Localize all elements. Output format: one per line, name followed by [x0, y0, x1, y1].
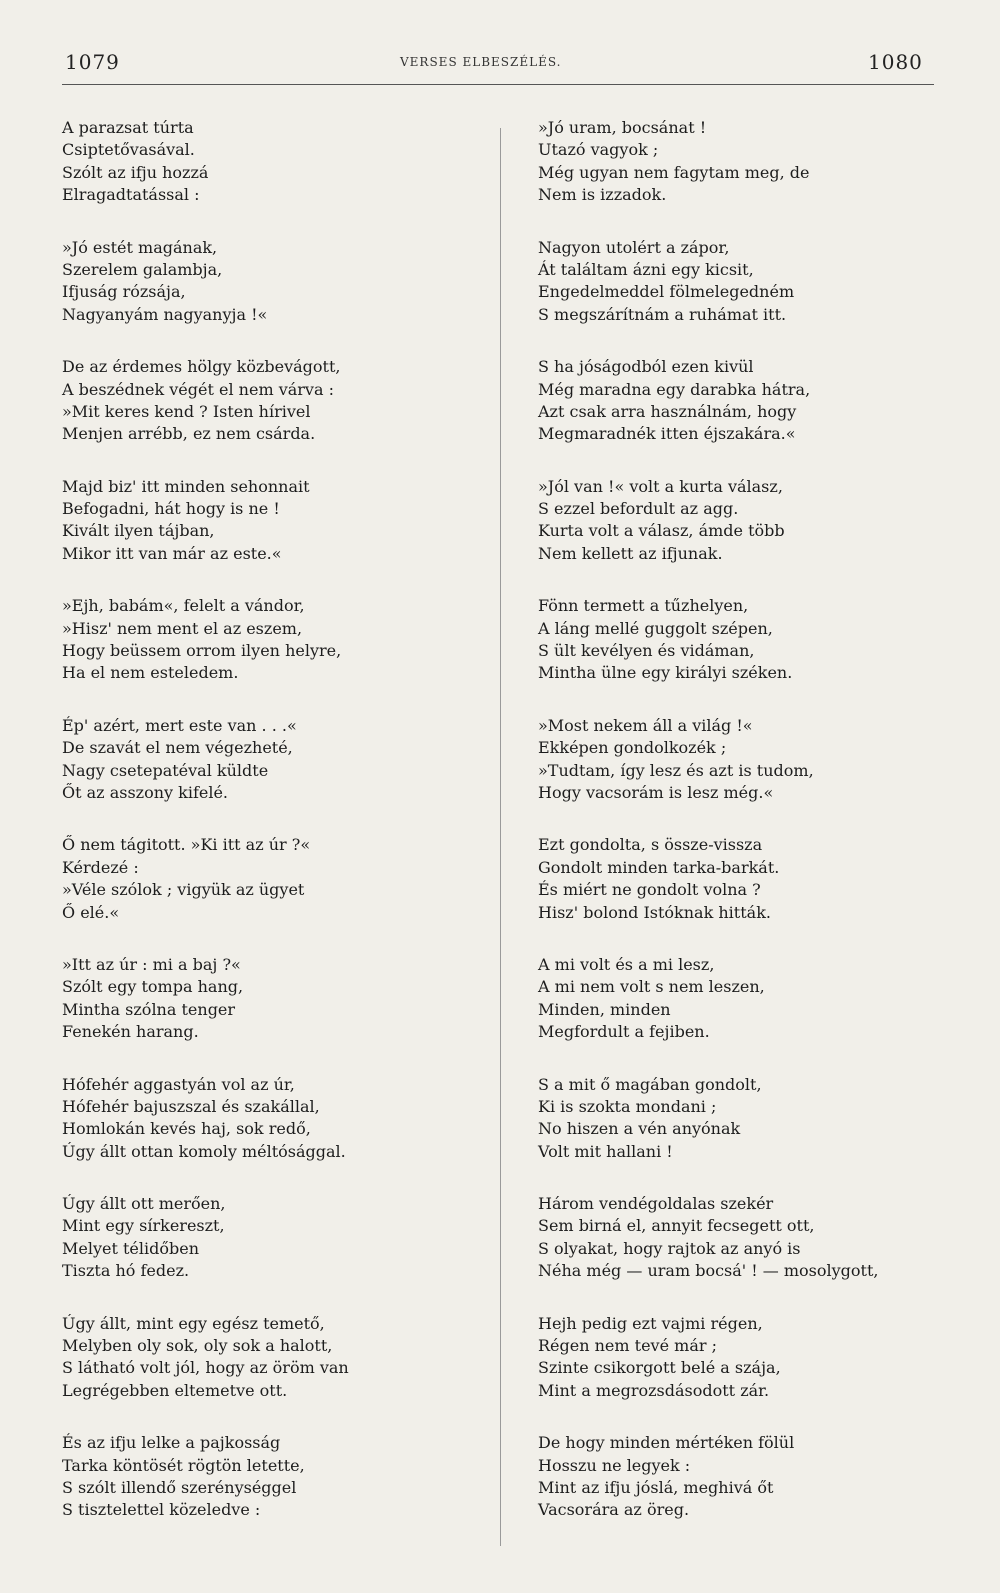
verse-line: Utazó vagyok ;: [538, 140, 659, 160]
verse-line: De hogy minden mértéken fölül: [538, 1433, 795, 1453]
stanza: [538, 1193, 968, 1283]
verse-line: Hogy beüssem orrom ilyen helyre,: [62, 641, 342, 661]
verse-line: Úgy állt, mint egy egész temető,: [62, 1313, 325, 1333]
verse-line: Nagy csetepatéval küldte: [62, 760, 269, 780]
verse-line: Még ugyan nem fagytam meg, de: [538, 162, 810, 182]
verse-line: S ült kevélyen és vidáman,: [538, 641, 755, 661]
verse-line: Fenekén harang.: [62, 1022, 199, 1042]
verse-line: »Itt az úr : mi a baj ?«: [62, 954, 241, 974]
verse-line: Fönn termett a tűzhelyen,: [538, 596, 749, 616]
verse-line: No hiszen a vén anyónak: [538, 1119, 741, 1139]
verse-line: »Hisz' nem ment el az eszem,: [62, 618, 303, 638]
stanza: [62, 1193, 492, 1283]
verse-line: Három vendégoldalas szekér: [538, 1194, 774, 1214]
stanza: [538, 1313, 968, 1403]
header-rule: [62, 84, 934, 85]
verse-line: Szólt egy tompa hang,: [62, 977, 244, 997]
verse-line: S a mit ő magában gondolt,: [538, 1074, 762, 1094]
verse-line: De az érdemes hölgy közbevágott,: [62, 357, 341, 377]
verse-line: S tisztelettel közeledve :: [62, 1500, 261, 1520]
verse-line: Még maradna egy darabka hátra,: [538, 379, 811, 399]
verse-line: Át találtam ázni egy kicsit,: [538, 259, 754, 279]
stanza: [62, 476, 492, 566]
verse-line: S olyakat, hogy rajtok az anyó is: [538, 1238, 801, 1258]
verse-line: A láng mellé guggolt szépen,: [538, 618, 773, 638]
verse-line: A beszédnek végét el nem várva :: [62, 379, 334, 399]
verse-line: Homlokán kevés haj, sok redő,: [62, 1119, 311, 1139]
verse-line: Mint egy sírkereszt,: [62, 1216, 225, 1236]
verse-line: »Ejh, babám«, felelt a vándor,: [62, 596, 305, 616]
verse-line: Ő nem tágitott. »Ki itt az úr ?«: [62, 835, 311, 855]
verse-line: S ezzel befordult az agg.: [538, 499, 739, 519]
verse-line: »Jól van !« volt a kurta válasz,: [538, 476, 783, 496]
stanza: [538, 954, 968, 1044]
verse-line: Nagyanyám nagyanyja !«: [62, 304, 268, 324]
verse-line: Majd biz' itt minden sehonnait: [62, 476, 310, 496]
verse-line: Befogadni, hát hogy is ne !: [62, 499, 280, 519]
verse-line: Csiptetővasával.: [62, 140, 195, 160]
stanza: [62, 1313, 492, 1403]
verse-line: S szólt illendő szerénységgel: [62, 1477, 297, 1497]
verse-line: Hófehér bajuszszal és szakállal,: [62, 1096, 320, 1116]
verse-line: Ezt gondolta, s össze-vissza: [538, 835, 763, 855]
running-title: VERSES ELBESZÉLÉS.: [400, 55, 562, 69]
verse-line: Nagyon utolért a zápor,: [538, 237, 730, 257]
verse-line: Mintha ülne egy királyi széken.: [538, 663, 793, 683]
verse-line: Legrégebben eltemetve ott.: [62, 1380, 288, 1400]
verse-line: És az ifju lelke a pajkosság: [62, 1433, 281, 1453]
verse-line: Hosszu ne legyek :: [538, 1455, 691, 1475]
verse-line: A mi volt és a mi lesz,: [538, 954, 715, 974]
stanza: [538, 1074, 968, 1164]
verse-line: Engedelmeddel fölmelegedném: [538, 282, 795, 302]
stanza: [538, 715, 968, 805]
stanza: [62, 237, 492, 327]
verse-line: Megfordult a fejiben.: [538, 1022, 710, 1042]
verse-line: A parazsat túrta: [62, 118, 194, 137]
verse-line: És miért ne gondolt volna ?: [538, 880, 761, 900]
verse-line: Mint a megrozsdásodott zár.: [538, 1380, 770, 1400]
stanza: [538, 476, 968, 566]
stanza: [62, 954, 492, 1044]
verse-line: Megmaradnék itten éjszakára.«: [538, 424, 796, 444]
verse-line: Mikor itt van már az este.«: [62, 543, 282, 563]
verse-line: S megszárítnám a ruhámat itt.: [538, 304, 787, 324]
verse-line: A mi nem volt s nem leszen,: [538, 977, 765, 997]
verse-line: »Most nekem áll a világ !«: [538, 715, 753, 735]
verse-line: Mintha szólna tenger: [62, 999, 236, 1019]
verse-line: Azt csak arra használnám, hogy: [538, 401, 797, 421]
verse-line: »Jó uram, bocsánat !: [538, 118, 707, 137]
verse-line: S ha jóságodból ezen kivül: [538, 357, 754, 377]
verse-line: Ép' azért, mert este van . . .«: [62, 715, 297, 735]
stanza: [62, 356, 492, 446]
page-number-right: 1080: [868, 50, 923, 74]
verse-line: Szólt az ifju hozzá: [62, 162, 209, 182]
verse-line: Elragadtatással :: [62, 185, 200, 205]
verse-line: Tarka köntösét rögtön letette,: [62, 1455, 305, 1475]
stanza: [538, 117, 968, 207]
verse-line: Hogy vacsorám is lesz még.«: [538, 782, 774, 802]
stanza: [538, 356, 968, 446]
verse-line: Kurta volt a válasz, ámde több: [538, 521, 785, 541]
verse-line: Hejh pedig ezt vajmi régen,: [538, 1313, 763, 1333]
verse-line: Hófehér aggastyán vol az úr,: [62, 1074, 295, 1094]
verse-line: Hisz' bolond Istóknak hitták.: [538, 902, 771, 922]
right-column: [538, 117, 968, 1552]
verse-line: Úgy állt ottan komoly méltósággal.: [62, 1141, 346, 1161]
verse-line: Tiszta hó fedez.: [62, 1261, 190, 1281]
stanza: [538, 1432, 968, 1522]
verse-line: Szinte csikorgott belé a szája,: [538, 1358, 781, 1378]
verse-line: Kérdezé :: [62, 857, 139, 877]
verse-line: Kivált ilyen tájban,: [62, 521, 215, 541]
column-divider: [500, 128, 501, 1546]
page-number-left: 1079: [65, 50, 120, 74]
stanza: [62, 834, 492, 924]
verse-line: Ki is szokta mondani ;: [538, 1096, 717, 1116]
stanza: [538, 595, 968, 685]
verse-line: S látható volt jól, hogy az öröm van: [62, 1358, 349, 1378]
verse-line: De szavát el nem végezheté,: [62, 738, 293, 758]
stanza: [538, 834, 968, 924]
verse-line: Ekképen gondolkozék ;: [538, 738, 727, 758]
verse-line: Melyet télidőben: [62, 1238, 200, 1258]
verse-line: »Mit keres kend ? Isten hírivel: [62, 401, 311, 421]
verse-line: »Jó estét magának,: [62, 237, 218, 257]
verse-line: Melyben oly sok, oly sok a halott,: [62, 1336, 333, 1356]
verse-line: Őt az asszony kifelé.: [62, 782, 229, 802]
verse-line: Régen nem tevé már ;: [538, 1336, 717, 1356]
verse-line: Sem birná el, annyit fecsegett ott,: [538, 1216, 815, 1236]
stanza: [62, 595, 492, 685]
verse-line: Néha még — uram bocsá' ! — mosolygott,: [538, 1261, 879, 1281]
verse-line: Volt mit hallani !: [538, 1141, 673, 1161]
verse-line: Ha el nem esteledem.: [62, 663, 239, 683]
stanza: [62, 1432, 492, 1522]
stanza: [62, 715, 492, 805]
verse-line: Nem is izzadok.: [538, 185, 667, 205]
stanza: [62, 1074, 492, 1164]
verse-line: Minden, minden: [538, 999, 671, 1019]
verse-line: Szerelem galambja,: [62, 259, 223, 279]
verse-line: »Tudtam, így lesz és azt is tudom,: [538, 760, 814, 780]
verse-line: Ő elé.«: [62, 902, 120, 922]
verse-line: Ifjuság rózsája,: [62, 282, 186, 302]
verse-line: Vacsorára az öreg.: [538, 1500, 690, 1520]
page-header: [0, 50, 1000, 82]
verse-line: Nem kellett az ifjunak.: [538, 543, 723, 563]
left-column: [62, 117, 492, 1552]
verse-line: Menjen arrébb, ez nem csárda.: [62, 424, 316, 444]
verse-line: Úgy állt ott merően,: [62, 1194, 226, 1214]
stanza: [62, 117, 492, 207]
stanza: [538, 237, 968, 327]
verse-line: Gondolt minden tarka-barkát.: [538, 857, 780, 877]
verse-line: Mint az ifju jóslá, meghivá őt: [538, 1477, 774, 1497]
verse-line: »Véle szólok ; vigyük az ügyet: [62, 880, 305, 900]
